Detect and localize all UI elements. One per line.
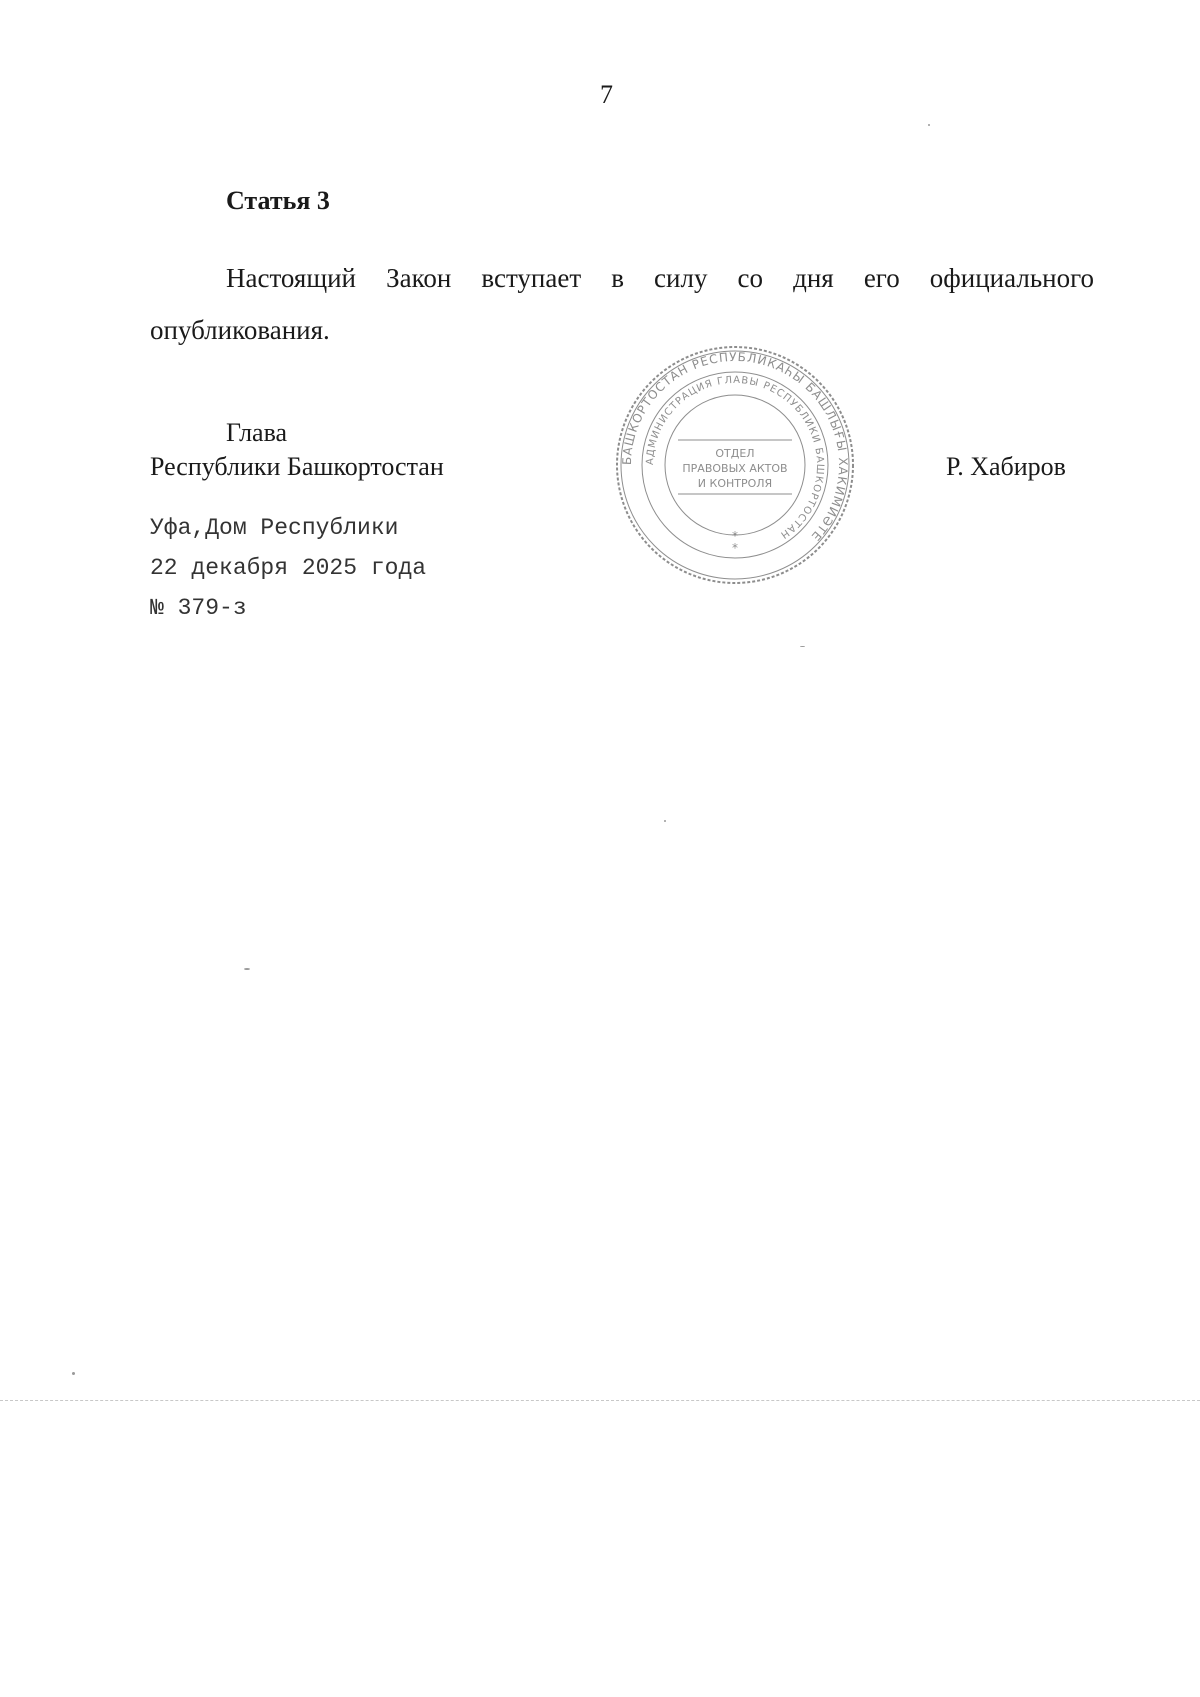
signer-position-line-1: Глава <box>226 418 288 447</box>
page-number: 7 <box>600 80 613 109</box>
article-title: Статья 3 <box>226 186 330 215</box>
scan-artifact-line <box>0 1400 1200 1401</box>
stamp-inner-text: АДМИНИСТРАЦИЯ ГЛАВЫ РЕСПУБЛИКИ БАШКОРТОСТАН <box>644 374 826 541</box>
stamp-center-line-1: ОТДЕЛ <box>715 447 755 460</box>
law-number: № 379-з <box>150 595 247 621</box>
scan-speck <box>800 646 805 647</box>
signer-position <box>150 416 444 484</box>
scan-speck <box>928 124 930 126</box>
stamp-asterisk-1-icon: * <box>732 529 738 543</box>
scan-speck <box>244 968 250 970</box>
signer-position-line-2: Республики Башкортостан <box>150 452 444 481</box>
scan-speck <box>72 1372 75 1375</box>
scan-speck <box>664 820 666 822</box>
article-text: Настоящий Закон вступает в силу со дня его официального опубликования. <box>150 263 1094 345</box>
signing-date: 22 декабря 2025 года <box>150 555 427 581</box>
stamp-asterisk-2-icon: * <box>732 541 738 555</box>
signer-name: Р. Хабиров <box>946 452 1066 481</box>
stamp-center-line-3: И КОНТРОЛЯ <box>697 477 773 490</box>
signing-place: Уфа,Дом Республики <box>150 515 399 541</box>
official-stamp <box>614 344 856 586</box>
stamp-outer-text: БАШКОРТОСТАН РЕСПУБЛИКАҺЫ БАШЛЫҒЫ ХАКИМИӘТЕ <box>619 349 851 545</box>
place-date-number-block <box>150 508 426 628</box>
stamp-center-line-2: ПРАВОВЫХ АКТОВ <box>682 462 788 475</box>
